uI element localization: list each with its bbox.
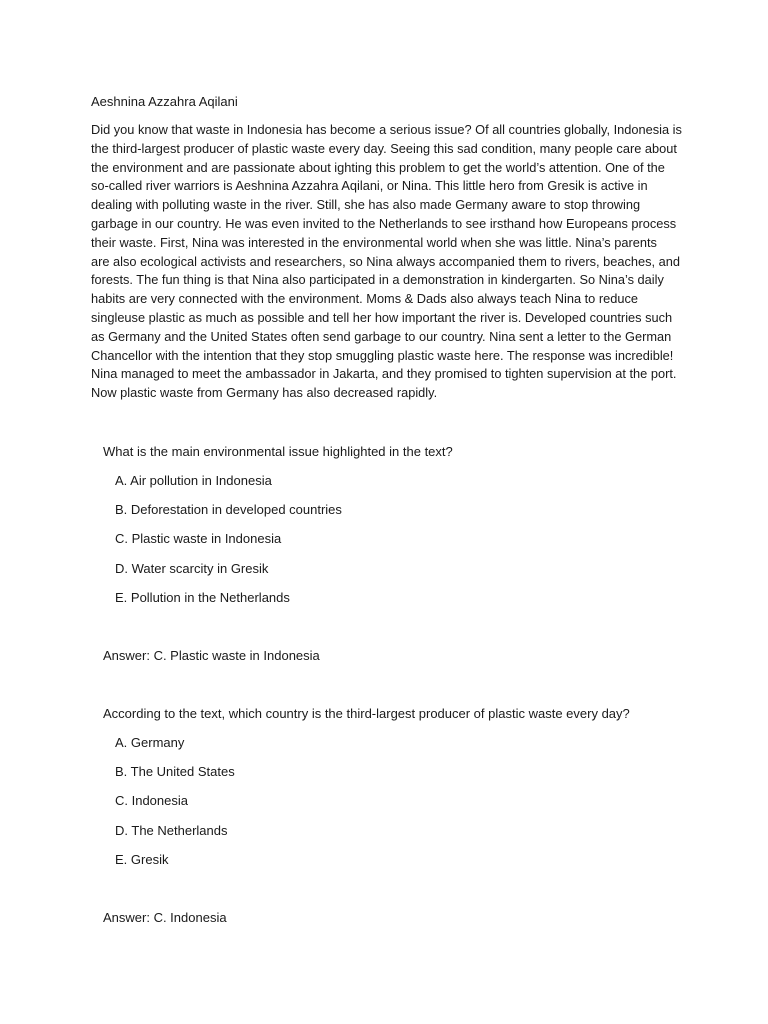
question-2-text: According to the text, which country is the third-largest producer of plastic waste every day? bbox=[103, 706, 630, 721]
question-2-option-e: E. Gresik bbox=[115, 852, 169, 867]
passage-line: forests. The fun thing is that Nina also participated in a demonstration in kindergarten. So Nina’s daily bbox=[91, 272, 664, 288]
passage-line: the third-largest producer of plastic waste every day. Seeing this sad condition, many people care about bbox=[91, 140, 677, 156]
question-2-answer: Answer: C. Indonesia bbox=[103, 910, 227, 925]
question-1-option-c: C. Plastic waste in Indonesia bbox=[115, 531, 282, 546]
passage-line: singleuse plastic as much as possible and tell her how important the river is. Developed countries such bbox=[91, 309, 673, 325]
question-1-option-d: D. Water scarcity in Gresik bbox=[115, 561, 269, 576]
question-2-option-c: C. Indonesia bbox=[115, 793, 188, 808]
passage-line: are also ecological activists and researchers, so Nina always accompanied them to rivers, beaches, and bbox=[91, 253, 680, 269]
passage-line: Chancellor with the intention that they stop smuggling plastic waste here. The response was incredible! bbox=[91, 347, 674, 363]
question-2 bbox=[103, 704, 703, 867]
question-1 bbox=[103, 442, 703, 605]
passage-line: garbage in our country. He was even invited to the Netherlands to see irsthand how Europeans process bbox=[91, 215, 677, 231]
question-1-option-a: A. Air pollution in Indonesia bbox=[115, 473, 272, 488]
question-2-option-b: B. The United States bbox=[115, 764, 235, 779]
question-1-text: What is the main environmental issue highlighted in the text? bbox=[103, 444, 453, 459]
passage-line: their waste. First, Nina was interested in the environmental world when she was little. Nina’s parents bbox=[91, 234, 657, 250]
passage-line: as Germany and the United States often send garbage to our country. Nina sent a letter to the German bbox=[91, 328, 672, 344]
passage-line: habits are very connected with the environment. Moms & Dads also always teach Nina to reduce bbox=[91, 291, 638, 307]
reading-passage bbox=[91, 121, 691, 403]
question-1-option-e: E. Pollution in the Netherlands bbox=[115, 590, 290, 605]
passage-line: so-called river warriors is Aeshnina Azzahra Aqilani, or Nina. This little hero from Gresik is active in bbox=[91, 178, 648, 194]
passage-line: dealing with polluting waste in the river. Still, she has also made Germany aware to stop throwing bbox=[91, 197, 641, 213]
document-title: Aeshnina Azzahra Aqilani bbox=[91, 94, 238, 109]
question-2-option-d: D. The Netherlands bbox=[115, 823, 228, 838]
passage-line: Nina managed to meet the ambassador in Jakarta, and they promised to tighten supervision at the port. bbox=[91, 366, 677, 382]
question-2-option-a: A. Germany bbox=[115, 735, 185, 750]
question-1-option-b: B. Deforestation in developed countries bbox=[115, 502, 342, 517]
passage-line: Did you know that waste in Indonesia has become a serious issue? Of all countries globally, Indonesia is bbox=[91, 122, 682, 137]
passage-line: Now plastic waste from Germany has also decreased rapidly. bbox=[91, 385, 438, 401]
question-1-answer: Answer: C. Plastic waste in Indonesia bbox=[103, 648, 320, 663]
passage-line: the environment and are passionate about ighting this problem to get the world’s attention. One of the bbox=[91, 159, 665, 175]
